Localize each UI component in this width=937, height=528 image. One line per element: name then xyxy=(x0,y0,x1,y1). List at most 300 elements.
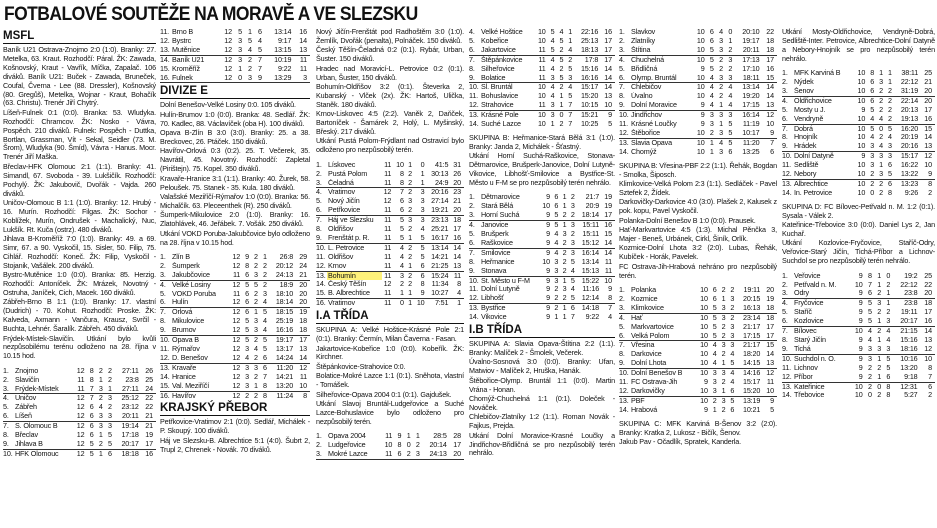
table-row xyxy=(3,440,156,449)
cell-points: 17 xyxy=(604,54,612,64)
cell-draws: 2 xyxy=(408,251,412,261)
cell-score: 15:16 xyxy=(900,335,918,344)
cell-draws: 2 xyxy=(254,288,258,298)
cell-points: 9 xyxy=(763,129,777,138)
cell-played: 9 xyxy=(546,275,550,285)
cell-draws: 4 xyxy=(245,46,255,55)
page-headline: FOTBALOVÉ SOUTĚŽE NA MORAVĚ A VE SLEZSKU xyxy=(4,4,418,25)
cell-losses: 2 xyxy=(888,95,892,105)
cell-losses: 1 xyxy=(888,77,892,87)
cell-wins: 3 xyxy=(870,160,875,170)
cell-draws: 1 xyxy=(720,359,729,368)
cell-team: Kravaře xyxy=(172,363,197,372)
cell-position: 2. xyxy=(316,168,322,178)
cell-losses: 3 xyxy=(726,74,735,83)
cell-position: 3. xyxy=(316,179,327,188)
cell-wins: 4 xyxy=(709,91,714,101)
cell-losses: 5 xyxy=(570,256,575,266)
cell-position: 14. xyxy=(160,371,170,381)
cell-position: 14. xyxy=(782,187,792,197)
cell-team: Dolní Lutyně xyxy=(481,285,520,294)
cell-points: 17 xyxy=(299,335,307,345)
results-1b-skupina-b xyxy=(619,162,777,281)
cell-score: 25:21 xyxy=(431,224,449,234)
cell-draws: 2 xyxy=(408,279,412,289)
cell-points: 13 xyxy=(924,335,932,344)
cell-losses: 6 xyxy=(728,387,737,396)
match-report: Bolatice-Mokré Lazce 1:1 (0:1). Sněhota, vlastní - Tomášek. xyxy=(316,371,464,390)
cell-team: Štítina xyxy=(630,46,693,55)
cell-score: 13:23 xyxy=(900,179,919,188)
cell-points: 18 xyxy=(299,316,307,326)
match-report: SKUPINA A: Velké Hoštice-Krásné Pole 2:1 (0:1). Branky: Čermín, Milan Čaverna - Fasan. xyxy=(316,325,464,344)
cell-played: 10 xyxy=(854,381,863,391)
cell-position: 4. xyxy=(619,312,625,322)
cell-team: Hať xyxy=(631,313,643,322)
cell-played: 9 xyxy=(851,345,865,354)
cell-position: 4. xyxy=(160,279,166,289)
cell-points: 11 xyxy=(299,371,307,381)
cell-losses: 4 xyxy=(886,335,891,344)
cell-draws: 2 xyxy=(877,87,886,96)
cell-played: 10 xyxy=(854,170,868,179)
cell-played: 9 xyxy=(700,119,705,129)
cell-score: 17:15 xyxy=(735,101,762,110)
cell-team: Bolatice xyxy=(480,74,535,83)
table-row xyxy=(619,148,777,157)
cell-played: 12 xyxy=(224,54,232,64)
cell-wins: 4 xyxy=(550,63,555,73)
cell-played: 9 xyxy=(858,270,863,280)
table-row xyxy=(619,46,777,55)
cell-team: Heřmanice xyxy=(481,257,515,266)
cell-losses: 1 xyxy=(415,179,428,188)
cell-score: 24:13 xyxy=(270,271,296,280)
cell-position: 12. xyxy=(160,35,170,45)
cell-team: Horní Suchá xyxy=(480,211,540,220)
cell-losses: 9 xyxy=(255,74,265,83)
cell-team: Brno B xyxy=(172,28,194,36)
cell-draws: 0 xyxy=(559,110,564,120)
cell-played: 11 xyxy=(384,242,392,252)
cell-position: 10. xyxy=(469,275,479,285)
match-report: Utkání Mosty-Oldřichovice, Vendryně-Dobrá, Sedliště-Inter. Petrovice, Albrechtice-Dolní Datyně a Nebory-Hnojník se pro nezpůsobilý terén nehrálo. xyxy=(782,28,935,63)
cell-score: 25:13 xyxy=(580,35,599,45)
match-report: Utkání Kozlovice-Fryčovice, Staříč-Odry, Veřovice-Starý Jičín, Tichá-Příbor a Lichnov-Suchdol se pro nezpůsobilý terén nehrálo. xyxy=(782,238,935,266)
cell-wins: 5 xyxy=(243,326,252,335)
cell-wins: 6 xyxy=(712,293,717,303)
cell-losses: 3 xyxy=(728,110,733,120)
cell-points: 17 xyxy=(763,332,777,341)
cell-team: Háj ve Slezsku xyxy=(328,215,374,225)
cell-points: 20 xyxy=(299,279,307,289)
cell-team: Čeladná xyxy=(327,179,382,188)
cell-position: 5. xyxy=(469,35,475,45)
cell-played: 11 xyxy=(384,224,392,234)
table-row xyxy=(782,115,935,124)
cell-score: 31:19 xyxy=(895,87,921,96)
cell-team: PBF xyxy=(631,396,645,405)
cell-points: 14 xyxy=(453,251,461,261)
cell-wins: 3 xyxy=(549,101,558,110)
cell-team: Klimkovice xyxy=(630,304,697,313)
cell-team: Baník U21 xyxy=(172,55,205,64)
cell-position: 9. xyxy=(3,440,14,449)
cell-points: 13 xyxy=(451,262,464,271)
cell-played: 10 xyxy=(697,332,711,341)
section-1b-trida: I.B TŘÍDA xyxy=(469,323,615,338)
cell-position: 12. xyxy=(160,352,170,362)
cell-draws: 2 xyxy=(721,321,726,331)
cell-position: 8. xyxy=(619,349,625,359)
cell-losses: 3 xyxy=(728,332,737,341)
cell-draws: 2 xyxy=(408,270,412,280)
cell-team: Oldřišov xyxy=(328,225,354,234)
cell-points: 21 xyxy=(453,196,461,206)
cell-draws: 1 xyxy=(877,270,882,280)
match-report: Havířov-Orlová 0:3 (0:2). 25. T. Večerek, 35. Navrátil, 45. Novotný. Rozhodčí: Zapletal (Pirištejn). 75. Kopel. 350 diváků. xyxy=(160,146,310,174)
cell-draws: 3 xyxy=(97,385,106,394)
cell-points: 15 xyxy=(766,340,774,350)
cell-points: 25 xyxy=(145,374,153,384)
cell-points: 14 xyxy=(602,239,615,248)
section-msfl: MSFL xyxy=(3,29,156,44)
cell-draws: 2 xyxy=(721,377,726,387)
cell-team: Velká Polom xyxy=(630,332,697,341)
cell-score: 20:9 xyxy=(585,201,600,211)
cell-draws: 4 xyxy=(98,402,103,412)
cell-wins: 2 xyxy=(870,179,875,188)
cell-losses: 3 xyxy=(566,74,575,83)
cell-position: 2. xyxy=(782,279,788,289)
cell-wins: 6 xyxy=(868,87,877,96)
cell-score: 11:16 xyxy=(582,284,600,294)
cell-losses: 4 xyxy=(420,224,425,234)
cell-draws: 2 xyxy=(879,187,883,197)
cell-score: 20:10 xyxy=(742,28,760,36)
cell-score: 24:9 xyxy=(428,179,452,188)
cell-score: 9:22 xyxy=(585,312,600,322)
cell-played: 12 xyxy=(232,260,241,270)
cell-position: 4. xyxy=(3,393,9,403)
cell-team: Odry xyxy=(793,289,851,298)
match-report: Hulín-Brumov 1:0 (0:0). Branka: 48. Sedlář. ŽK: 70. Kadlec, 88. Václavíček (oba H). 100 diváků. xyxy=(160,109,310,128)
cell-position: 9. xyxy=(160,326,171,335)
cell-points: 17 xyxy=(142,440,156,449)
cell-wins: 3 xyxy=(712,377,717,387)
cell-position: 13. xyxy=(782,179,792,188)
table-row xyxy=(316,234,464,243)
cell-played: 9 xyxy=(851,289,865,298)
cell-position: 14. xyxy=(469,119,479,129)
cell-wins: 3 xyxy=(553,267,561,276)
cell-wins: 6 xyxy=(554,201,559,211)
cell-score: 20:15 xyxy=(742,293,761,303)
match-report: Frýdek-Místek-Slavičín. Utkání bylo kvůli nezpůsobilému terénu odloženo na 28. října v 10.15 hod. xyxy=(3,333,156,361)
cell-points: 14 xyxy=(604,82,612,92)
cell-draws: 1 xyxy=(877,353,882,363)
cell-losses: 5 xyxy=(262,307,267,317)
cell-score: 14:21 xyxy=(275,371,294,381)
cell-team: Bohumín xyxy=(327,271,382,280)
cell-team: Frenštát p. R. xyxy=(327,234,382,243)
cell-score: 13:19 xyxy=(742,395,761,405)
cell-losses: 4 xyxy=(566,46,575,55)
cell-played: 10 xyxy=(542,201,550,211)
cell-team: Břidličná xyxy=(631,64,658,73)
cell-points: 16 xyxy=(921,115,935,124)
cell-points: 21 xyxy=(145,421,153,431)
cell-position: 10. xyxy=(619,368,629,378)
cell-team: HFK Olomouc xyxy=(15,449,59,458)
cell-played: 11 xyxy=(382,179,395,188)
table-row xyxy=(469,239,615,248)
cell-points: 13 xyxy=(763,359,777,368)
cell-position: 11. xyxy=(469,91,479,101)
cell-losses: 1 xyxy=(420,168,425,178)
cell-draws: 2 xyxy=(408,187,412,197)
cell-position: 3. xyxy=(782,289,793,298)
cell-draws: 2 xyxy=(248,54,252,64)
cell-team: Hulín xyxy=(171,298,229,307)
cell-wins: 3 xyxy=(238,35,242,45)
cell-position: 1. xyxy=(619,28,625,36)
cell-position: 4. xyxy=(782,298,788,308)
table-row xyxy=(619,406,777,415)
cell-score: 20:12 xyxy=(275,260,294,270)
cell-wins: 4 xyxy=(550,82,555,92)
table-row xyxy=(3,449,156,458)
cell-draws: 1 xyxy=(875,317,884,326)
cell-position: 6. xyxy=(782,115,793,124)
cell-points: 17 xyxy=(601,46,615,55)
section-1a-trida: I.A TŘÍDA xyxy=(316,309,464,324)
cell-losses: 3 xyxy=(570,201,575,211)
cell-points: 17 xyxy=(602,211,615,220)
cell-losses: 3 xyxy=(570,247,575,257)
cell-team: Příbor xyxy=(793,373,851,382)
cell-position: 6. xyxy=(316,206,327,215)
cell-wins: 10 xyxy=(396,159,404,169)
cell-draws: 1 xyxy=(719,119,724,129)
cell-played: 10 xyxy=(696,35,705,45)
cell-points: 17 xyxy=(453,224,461,234)
cell-draws: 4 xyxy=(254,344,258,353)
cell-team: Darkovičky xyxy=(630,387,697,396)
cell-score: 25:19 xyxy=(275,316,294,326)
cell-score: 10:25 xyxy=(580,119,599,129)
cell-wins: 5 xyxy=(867,307,872,317)
cell-position: 8. xyxy=(316,224,322,234)
cell-played: 12 xyxy=(219,74,235,83)
cell-score: 18:9 xyxy=(279,279,294,289)
cell-score: 13:25 xyxy=(742,146,760,156)
cell-score: 21:15 xyxy=(900,326,918,336)
cell-draws: 2 xyxy=(248,63,252,73)
cell-losses: 5 xyxy=(262,344,267,353)
cell-points: 13 xyxy=(763,101,777,110)
cell-played: 9 xyxy=(540,239,553,248)
table-row xyxy=(469,120,615,129)
cell-position: 16. xyxy=(160,390,170,400)
cell-draws: 2 xyxy=(719,63,724,73)
cell-wins: 4 xyxy=(550,91,555,101)
cell-score: 14:16 xyxy=(742,368,761,378)
cell-wins: 3 xyxy=(709,110,714,120)
cell-draws: 3 xyxy=(408,215,412,225)
match-report: Chlebičov-Zlatníky 1:2 (1:1). Roman Novák - Fajkus, Prejda. xyxy=(469,412,615,431)
cell-position: 12. xyxy=(782,169,792,179)
cell-played: 10 xyxy=(700,340,708,350)
cell-draws: 1 xyxy=(562,201,567,211)
cell-losses: 6 xyxy=(415,262,428,271)
cell-position: 11. xyxy=(619,377,629,387)
cell-losses: 6 xyxy=(728,146,733,156)
cell-points: 26 xyxy=(145,365,153,375)
cell-wins: 6 xyxy=(89,402,94,412)
cell-played: 10 xyxy=(696,137,705,147)
cell-points: 10 xyxy=(924,160,932,170)
section-divize-e: DIVIZE E xyxy=(160,84,310,99)
cell-team: Libhošť xyxy=(480,294,540,303)
cell-played: 11 xyxy=(385,431,393,441)
cell-played: 12 xyxy=(229,326,243,335)
cell-score: 16:16 xyxy=(575,74,601,83)
cell-score: 21:7 xyxy=(585,192,600,202)
cell-team: Jakubčovice xyxy=(171,271,229,280)
cell-wins: 4 xyxy=(400,251,404,261)
match-report: Háj ve Slezsku-B. Albrechtice 5:1 (4:0). Šubrt 2, Trupl 2, Chrenek - Novák. 70 diváků. xyxy=(160,435,310,454)
cell-team: Polanka xyxy=(631,285,656,294)
cell-losses: 2 xyxy=(262,260,267,270)
match-report: Polanka-Dolní Benešov B 1:0 (0:0). Prausek. xyxy=(619,215,756,225)
cell-losses: 5 xyxy=(726,129,735,138)
cell-position: 2. xyxy=(782,77,788,87)
cell-losses: 9 xyxy=(415,289,428,298)
cell-team: Dolní Moravice xyxy=(630,101,693,110)
cell-wins: 1 xyxy=(238,63,242,73)
cell-team: Slavia Opava xyxy=(631,138,672,147)
cell-score: 21:17 xyxy=(742,340,761,350)
cell-losses: 2 xyxy=(262,279,267,289)
cell-score: 41:5 xyxy=(434,159,449,169)
cell-draws: 2 xyxy=(559,119,564,129)
results-1b-skupina-c xyxy=(619,420,777,447)
cell-team: Fulnek xyxy=(171,74,219,83)
cell-score: 21:17 xyxy=(742,321,761,331)
cell-draws: 2 xyxy=(879,95,883,105)
cell-score: 7:51 xyxy=(434,298,449,308)
cell-points: 19 xyxy=(604,192,612,202)
cell-points: 25 xyxy=(924,270,932,280)
cell-team: Šumperk xyxy=(172,261,200,270)
cell-score: 13:20 xyxy=(270,382,296,391)
cell-draws: 5 xyxy=(559,54,564,64)
cell-draws: 1 xyxy=(98,374,103,384)
cell-score: 18:20 xyxy=(742,349,761,359)
cell-draws: 2 xyxy=(559,63,564,73)
cell-wins: 5 xyxy=(870,104,875,114)
cell-losses: 8 xyxy=(886,390,891,400)
cell-losses: 2 xyxy=(107,374,112,384)
table-row xyxy=(782,87,935,96)
cell-draws: 1 xyxy=(248,28,252,36)
cell-draws: 1 xyxy=(98,430,103,440)
cell-points: 16 xyxy=(299,28,307,36)
cell-position: 3. xyxy=(316,450,327,459)
cell-played: 12 xyxy=(73,440,87,449)
cell-losses: 6 xyxy=(570,303,575,313)
cell-team: Kobeřice xyxy=(481,36,509,45)
cell-draws: 2 xyxy=(562,247,567,257)
cell-wins: 5 xyxy=(711,332,720,341)
cell-score: 15:20 xyxy=(580,91,599,101)
cell-losses: 4 xyxy=(726,101,735,110)
cell-score: 16:14 xyxy=(742,110,760,120)
cell-wins: 3 xyxy=(868,142,877,151)
cell-position: 14. xyxy=(782,390,792,400)
cell-points: 20 xyxy=(451,206,464,215)
cell-score: 15:24 xyxy=(431,270,449,280)
cell-team: Dětmarovice xyxy=(481,193,520,202)
cell-points: 10 xyxy=(296,382,310,391)
cell-losses: 1 xyxy=(886,298,891,308)
cell-score: 17:8 xyxy=(584,54,599,64)
table-row xyxy=(316,450,464,459)
cell-team: Třebovice xyxy=(794,391,825,400)
standings-1a-skupina-a-continued xyxy=(469,28,615,129)
cell-position: 14. xyxy=(316,279,326,289)
cell-score: 11:34 xyxy=(431,279,449,289)
cell-position: 3. xyxy=(3,385,14,394)
cell-played: 11 xyxy=(538,54,546,64)
cell-team: Oldřichovice xyxy=(794,96,832,105)
cell-played: 12 xyxy=(76,393,85,403)
cell-position: 5. xyxy=(782,104,788,114)
cell-losses: 2 xyxy=(107,402,112,412)
cell-position: 6. xyxy=(619,74,630,83)
cell-position: 13. xyxy=(619,137,629,147)
cell-wins: 6 xyxy=(400,196,404,206)
cell-position: 7. xyxy=(619,82,625,92)
cell-draws: 2 xyxy=(875,289,884,298)
table-row xyxy=(160,46,310,55)
cell-played: 10 xyxy=(697,359,711,368)
cell-wins: 1 xyxy=(709,137,714,147)
cell-team: Jakartovice xyxy=(480,46,535,55)
cell-wins: 1 xyxy=(394,289,407,298)
match-report: Kravaře-Hranice 3:1 (1:1). Branky: 40. Žurek, 58. Peloušek. 75. Stanek - 35. Kula. 180 diváků. xyxy=(160,173,310,192)
cell-played: 12 xyxy=(232,390,241,400)
cell-wins: 0 xyxy=(400,298,404,308)
cell-played: 12 xyxy=(76,448,85,458)
cell-losses: 7 xyxy=(258,63,262,73)
cell-wins: 2 xyxy=(868,170,877,179)
cell-points: 19 xyxy=(766,293,774,303)
cell-draws: 5 xyxy=(559,35,564,45)
cell-wins: 7 xyxy=(400,187,404,197)
cell-draws: 2 xyxy=(408,168,412,178)
cell-position: 15. xyxy=(160,380,170,390)
results-msfl xyxy=(3,46,156,361)
cell-losses: 3 xyxy=(420,196,425,206)
cell-position: 16. xyxy=(316,298,326,308)
cell-losses: 1 xyxy=(568,28,573,36)
cell-losses: 2 xyxy=(886,307,891,317)
cell-team: Líšeň xyxy=(14,412,73,421)
cell-losses: 6 xyxy=(420,270,425,280)
standings-msfl-continued xyxy=(160,28,310,83)
